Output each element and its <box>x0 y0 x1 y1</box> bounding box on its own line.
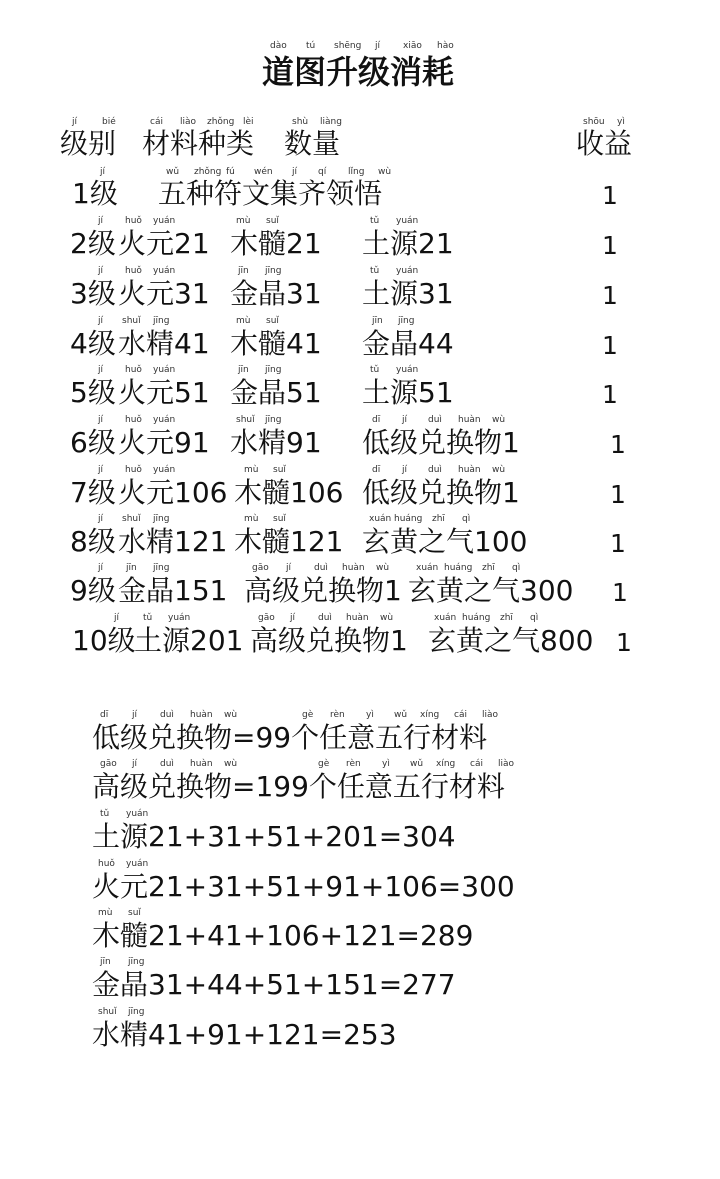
pinyin-syllable: suǐ <box>266 216 279 226</box>
pinyin-syllable: huàn <box>458 465 481 475</box>
pinyin-syllable: yuán <box>153 266 176 276</box>
pinyin-syllable: jí <box>72 117 78 127</box>
pinyin-syllable: yuán <box>153 216 176 226</box>
pinyin-syllable: zhī <box>482 563 495 573</box>
row-level: 4级 <box>70 327 116 360</box>
pinyin-syllable: jí <box>98 465 104 475</box>
pinyin-syllable: shuǐ <box>98 1007 117 1017</box>
row-material-1: 金晶151 <box>118 574 228 607</box>
row-benefit: 1 <box>602 181 618 210</box>
pinyin-syllable: jí <box>114 613 120 623</box>
row-level: 2级 <box>70 227 116 260</box>
pinyin-syllable: dào <box>270 41 287 51</box>
pinyin-syllable: tú <box>306 41 316 51</box>
pinyin-syllable: gè <box>318 759 330 769</box>
row-material-3: 土源31 <box>362 277 454 310</box>
row-material-2: 金晶51 <box>230 376 322 409</box>
pinyin-syllable: jí <box>98 266 104 276</box>
header-level: 级别 <box>60 127 117 160</box>
pinyin-syllable: yuán <box>126 809 149 819</box>
pinyin-syllable: huàn <box>190 759 213 769</box>
pinyin-syllable: cái <box>454 710 467 720</box>
page-title: 道图升级消耗 <box>262 53 455 91</box>
pinyin-syllable: tǔ <box>100 809 110 819</box>
pinyin-syllable: yuán <box>153 465 176 475</box>
pinyin-syllable: dī <box>100 710 109 720</box>
pinyin-syllable: yì <box>617 117 625 127</box>
pinyin-syllable: gāo <box>100 759 117 769</box>
pinyin-syllable: huǒ <box>125 216 142 226</box>
pinyin-syllable: huǒ <box>125 365 142 375</box>
pinyin-syllable: jīng <box>128 957 145 967</box>
row-benefit: 1 <box>610 529 626 558</box>
pinyin-syllable: xiāo <box>403 41 422 51</box>
pinyin-syllable: wù <box>378 167 392 177</box>
row-benefit: 1 <box>616 628 632 657</box>
pinyin-syllable: wù <box>224 710 238 720</box>
pinyin-syllable: wén <box>254 167 273 177</box>
row-benefit: 1 <box>602 281 618 310</box>
pinyin-syllable: rèn <box>330 710 345 720</box>
row-material-2: 水精91 <box>230 426 322 459</box>
pinyin-syllable: yuán <box>168 613 191 623</box>
pinyin-syllable: jīn <box>238 266 249 276</box>
header-material-type: 材料种类 <box>142 127 255 160</box>
pinyin-syllable: wǔ <box>166 167 180 177</box>
pinyin-syllable: mù <box>236 216 251 226</box>
pinyin-syllable: gè <box>302 710 314 720</box>
pinyin-syllable: jīng <box>128 1007 145 1017</box>
pinyin-syllable: bié <box>102 117 116 127</box>
pinyin-syllable: jí <box>286 563 292 573</box>
row-material-3: 低级兑换物1 <box>362 426 520 459</box>
note-text: 木髓21+41+106+121=289 <box>92 919 474 952</box>
pinyin-syllable: qì <box>462 514 471 524</box>
pinyin-syllable: yuán <box>153 365 176 375</box>
pinyin-syllable: shuǐ <box>122 514 141 524</box>
pinyin-syllable: duì <box>428 465 442 475</box>
pinyin-syllable: duì <box>160 759 174 769</box>
row-material-2: 木髓106 <box>234 476 344 509</box>
row-material-1: 火元21 <box>118 227 210 260</box>
row-material-2: 高级兑换物1 <box>250 624 408 657</box>
pinyin-syllable: jīn <box>100 957 111 967</box>
note-text: 水精41+91+121=253 <box>92 1018 397 1051</box>
pinyin-syllable: tǔ <box>370 365 380 375</box>
pinyin-syllable: duì <box>428 415 442 425</box>
row-level: 6级 <box>70 426 116 459</box>
row-benefit: 1 <box>602 231 618 260</box>
row-material-2: 木髓121 <box>234 525 344 558</box>
pinyin-syllable: liào <box>482 710 499 720</box>
pinyin-syllable: wǔ <box>410 759 424 769</box>
pinyin-syllable: fú <box>226 167 235 177</box>
pinyin-syllable: zhī <box>500 613 513 623</box>
row-material-3: 土源21 <box>362 227 454 260</box>
row-material-2: 金晶31 <box>230 277 322 310</box>
row-level: 5级 <box>70 376 116 409</box>
pinyin-syllable: suǐ <box>273 514 286 524</box>
row-material-2: 木髓21 <box>230 227 322 260</box>
pinyin-syllable: dī <box>372 465 381 475</box>
pinyin-syllable: dī <box>372 415 381 425</box>
pinyin-syllable: suǐ <box>128 908 141 918</box>
pinyin-syllable: tǔ <box>370 266 380 276</box>
pinyin-syllable: jīng <box>265 415 282 425</box>
pinyin-syllable: wǔ <box>394 710 408 720</box>
row-benefit: 1 <box>602 380 618 409</box>
note-text: 土源21+31+51+201=304 <box>92 820 456 853</box>
pinyin-syllable: wù <box>224 759 238 769</box>
pinyin-syllable: qì <box>530 613 539 623</box>
pinyin-syllable: jí <box>98 316 104 326</box>
note-text: 金晶31+44+51+151=277 <box>92 968 456 1001</box>
pinyin-syllable: jīn <box>238 365 249 375</box>
row-level: 8级 <box>70 525 116 558</box>
pinyin-syllable: mù <box>244 465 259 475</box>
row-material-2: 高级兑换物1 <box>244 574 402 607</box>
pinyin-syllable: duì <box>160 710 174 720</box>
pinyin-syllable: yuán <box>126 859 149 869</box>
pinyin-syllable: jí <box>98 563 104 573</box>
pinyin-syllable: wù <box>492 465 506 475</box>
pinyin-syllable: lèi <box>243 117 254 127</box>
pinyin-syllable: jí <box>132 759 138 769</box>
row-material-1: 火元106 <box>118 476 228 509</box>
row-level: 9级 <box>70 574 116 607</box>
pinyin-syllable: yì <box>382 759 390 769</box>
pinyin-syllable: jí <box>402 415 408 425</box>
note-text: 低级兑换物=99个任意五行材料 <box>92 721 488 754</box>
pinyin-syllable: gāo <box>252 563 269 573</box>
pinyin-syllable: jí <box>98 365 104 375</box>
pinyin-syllable: huàn <box>458 415 481 425</box>
pinyin-syllable: liào <box>180 117 197 127</box>
pinyin-syllable: huǒ <box>98 859 115 869</box>
pinyin-syllable: jí <box>132 710 138 720</box>
pinyin-syllable: jīng <box>153 316 170 326</box>
pinyin-syllable: yuán <box>396 266 419 276</box>
row-benefit: 1 <box>610 430 626 459</box>
pinyin-syllable: liàng <box>320 117 342 127</box>
row-material-1: 火元31 <box>118 277 210 310</box>
pinyin-syllable: mù <box>244 514 259 524</box>
pinyin-syllable: suǐ <box>266 316 279 326</box>
pinyin-syllable: yuán <box>396 365 419 375</box>
row-material-2: 木髓41 <box>230 327 322 360</box>
header-quantity: 数量 <box>284 127 341 160</box>
row-material-1: 水精121 <box>118 525 228 558</box>
pinyin-syllable: rèn <box>346 759 361 769</box>
pinyin-syllable: qì <box>512 563 521 573</box>
pinyin-syllable: tǔ <box>143 613 153 623</box>
pinyin-syllable: shuǐ <box>236 415 255 425</box>
pinyin-syllable: jí <box>290 613 296 623</box>
pinyin-syllable: wù <box>376 563 390 573</box>
pinyin-syllable: huáng <box>444 563 473 573</box>
pinyin-syllable: zhī <box>432 514 445 524</box>
pinyin-syllable: jí <box>100 167 106 177</box>
row-level: 3级 <box>70 277 116 310</box>
pinyin-syllable: mù <box>98 908 113 918</box>
row-material-3: 土源51 <box>362 376 454 409</box>
row-materials: 五种符文集齐领悟 <box>158 177 383 210</box>
pinyin-syllable: xuán <box>434 613 457 623</box>
pinyin-syllable: qí <box>318 167 327 177</box>
pinyin-syllable: jí <box>98 415 104 425</box>
pinyin-syllable: lǐng <box>348 167 365 177</box>
pinyin-syllable: zhǒng <box>207 117 235 127</box>
pinyin-syllable: jí <box>402 465 408 475</box>
pinyin-syllable: duì <box>314 563 328 573</box>
pinyin-syllable: jīn <box>126 563 137 573</box>
pinyin-syllable: huáng <box>462 613 491 623</box>
pinyin-syllable: jí <box>375 41 381 51</box>
pinyin-syllable: wù <box>492 415 506 425</box>
pinyin-syllable: shù <box>292 117 309 127</box>
pinyin-syllable: huǒ <box>125 465 142 475</box>
pinyin-syllable: huǒ <box>125 266 142 276</box>
pinyin-syllable: huàn <box>190 710 213 720</box>
pinyin-syllable: xuán <box>416 563 439 573</box>
row-material-1: 火元51 <box>118 376 210 409</box>
pinyin-syllable: mù <box>236 316 251 326</box>
row-material-3: 玄黄之气300 <box>408 574 574 607</box>
row-material-1: 土源201 <box>134 624 244 657</box>
pinyin-syllable: gāo <box>258 613 275 623</box>
pinyin-syllable: huàn <box>342 563 365 573</box>
pinyin-syllable: cái <box>150 117 163 127</box>
row-material-3: 玄黄之气800 <box>428 624 594 657</box>
pinyin-syllable: hào <box>437 41 454 51</box>
pinyin-syllable: tǔ <box>370 216 380 226</box>
pinyin-syllable: xuán <box>369 514 392 524</box>
note-text: 火元21+31+51+91+106=300 <box>92 870 515 903</box>
header-benefit: 收益 <box>576 127 633 160</box>
pinyin-syllable: wù <box>380 613 394 623</box>
pinyin-syllable: liào <box>498 759 515 769</box>
row-benefit: 1 <box>602 331 618 360</box>
pinyin-syllable: jí <box>98 216 104 226</box>
row-material-1: 火元91 <box>118 426 210 459</box>
pinyin-syllable: jí <box>98 514 104 524</box>
pinyin-syllable: zhǒng <box>194 167 222 177</box>
pinyin-syllable: jīng <box>265 365 282 375</box>
pinyin-syllable: huǒ <box>125 415 142 425</box>
pinyin-syllable: jí <box>292 167 298 177</box>
pinyin-syllable: suǐ <box>273 465 286 475</box>
pinyin-syllable: huàn <box>346 613 369 623</box>
pinyin-syllable: duì <box>318 613 332 623</box>
row-material-3: 玄黄之气100 <box>362 525 528 558</box>
row-level: 1级 <box>72 177 118 210</box>
row-benefit: 1 <box>612 578 628 607</box>
row-level: 7级 <box>70 476 116 509</box>
pinyin-syllable: shōu <box>583 117 605 127</box>
row-material-1: 水精41 <box>118 327 210 360</box>
pinyin-syllable: cái <box>470 759 483 769</box>
row-material-3: 金晶44 <box>362 327 454 360</box>
pinyin-syllable: xíng <box>436 759 456 769</box>
row-benefit: 1 <box>610 480 626 509</box>
row-level: 10级 <box>72 624 136 657</box>
pinyin-syllable: yì <box>366 710 374 720</box>
pinyin-syllable: jīng <box>265 266 282 276</box>
pinyin-syllable: jīng <box>153 514 170 524</box>
pinyin-syllable: shēng <box>334 41 362 51</box>
row-material-3: 低级兑换物1 <box>362 476 520 509</box>
note-text: 高级兑换物=199个任意五行材料 <box>92 770 505 803</box>
pinyin-syllable: yuán <box>396 216 419 226</box>
pinyin-syllable: xíng <box>420 710 440 720</box>
pinyin-syllable: yuán <box>153 415 176 425</box>
pinyin-syllable: jīn <box>372 316 383 326</box>
pinyin-syllable: jīng <box>153 563 170 573</box>
pinyin-syllable: huáng <box>394 514 423 524</box>
pinyin-syllable: jīng <box>398 316 415 326</box>
pinyin-syllable: shuǐ <box>122 316 141 326</box>
